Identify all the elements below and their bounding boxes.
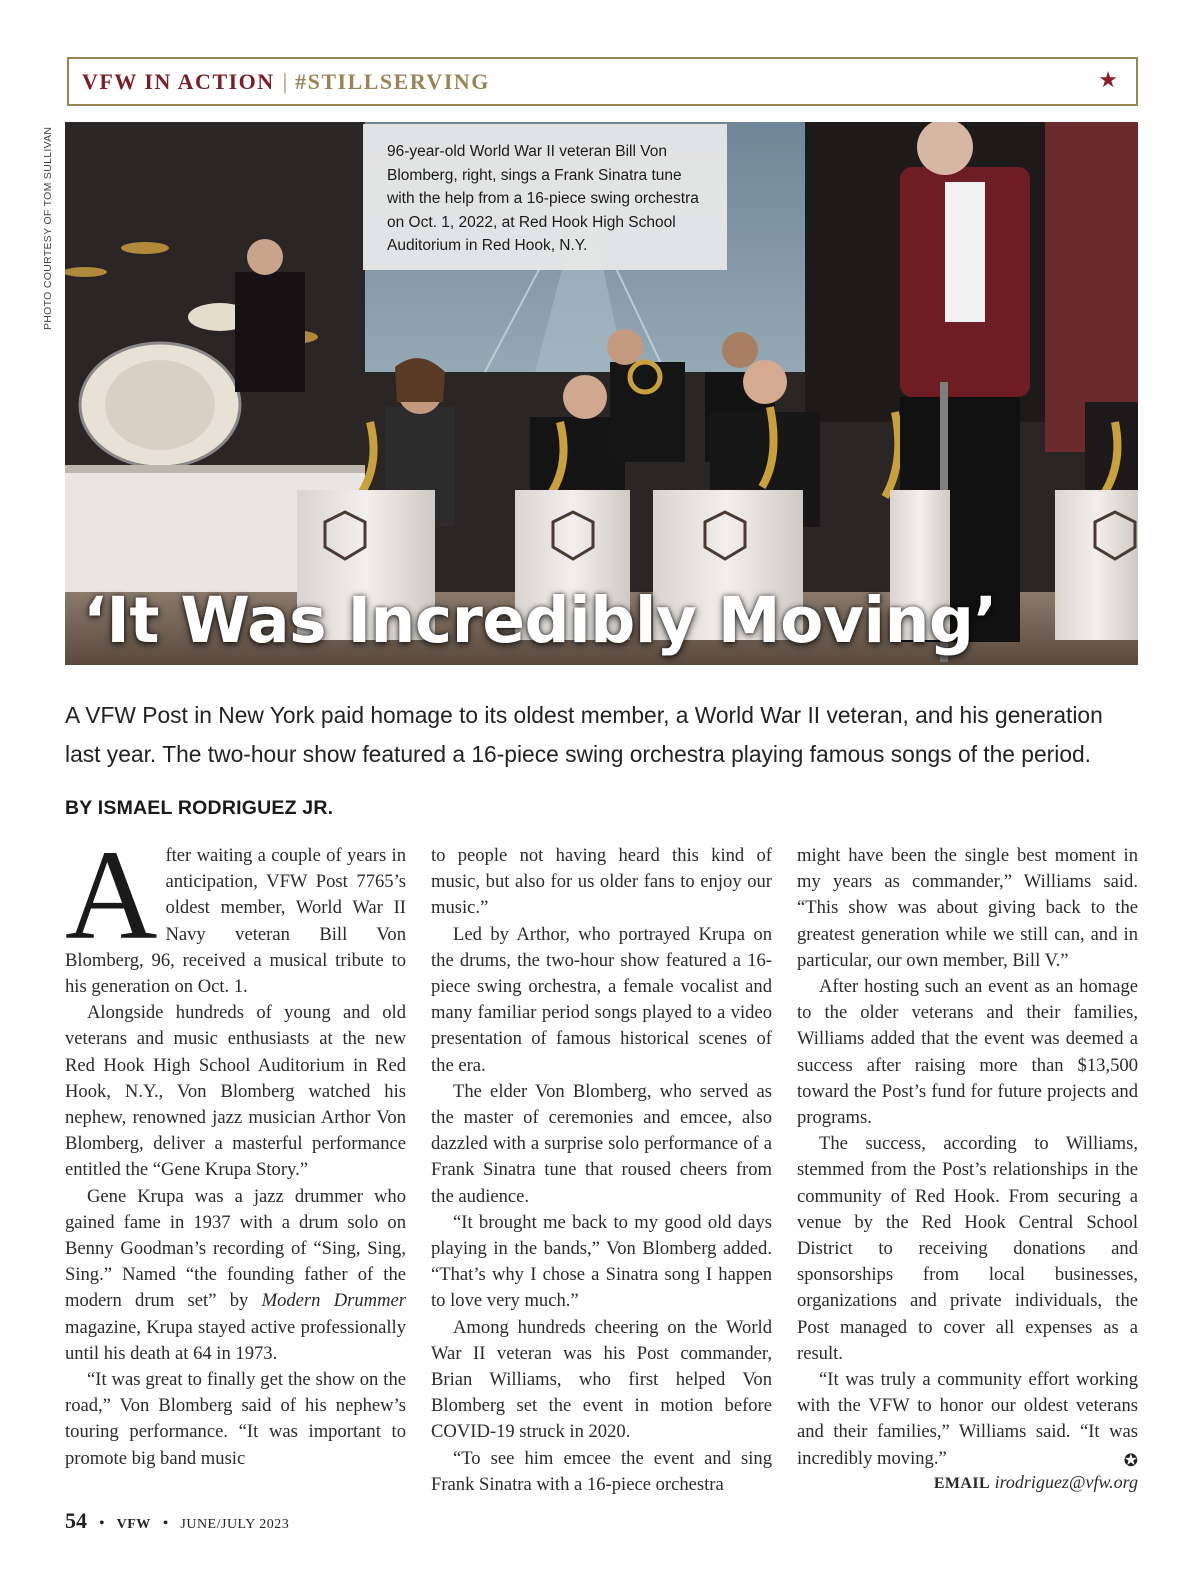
paragraph: Alongside hundreds of young and old veterans and music enthusiasts at the new Red Hook High School Auditorium in Red Hook, N.Y., Von Blomberg watched his nephew, renowned jazz musician Arthor Von Blomberg, deliver a masterful performance entitled the “Gene Krupa Story.” [65,1002,406,1181]
paragraph: “To see him emcee the event and sing Frank Sinatra with a 16-piece orchestra [431,1447,772,1495]
article-column-3 [797,843,1138,1474]
end-mark-icon: ✪ [1123,1450,1138,1471]
article-deck: A VFW Post in New York paid homage to its oldest member, a World War II veteran, and his generation last year. The two-hour show featured a 16-piece swing orchestra playing famous songs of the period. [65,702,1103,767]
magazine-name: VFW [116,1517,151,1532]
paragraph: to people not having heard this kind of music, but also for us older fans to enjoy our music.” [431,845,772,919]
paragraph: “It was truly a community effort working with the VFW to honor our oldest veterans and their families,” Williams said. “It was incredibly moving.” ✪ [797,1367,1138,1472]
page-number: 54 [65,1508,87,1533]
page-footer [65,1508,289,1534]
article-headline: ‘It Was Incredibly Moving’ [83,584,997,657]
article-column-1 [65,824,407,1472]
paragraph: “It brought me back to my good old days playing in the bands,” Von Blomberg added. “That’s why I chose a Sinatra song I happen to love very much.” [431,1211,772,1312]
drop-cap: A [65,824,158,966]
paragraph: Among hundreds cheering on the World War II veteran was his Post commander, Brian Williams, who first helped Von Blomberg set the event in motion before COVID-19 struck in 2020. [431,1316,772,1443]
paragraph: Gene Krupa was a jazz drummer who gained fame in 1937 with a drum solo on Benny Goodman’s recording of “Sing, Sing, Sing.” Named “the founding father of the modern drum set” by Modern Drummer magazine, Krupa stayed active professionally until his death at 64 in 1973. [65,1185,407,1364]
issue-date: JUNE/JULY 2023 [180,1517,290,1532]
hero-photo [65,122,1138,665]
star-icon: ★ [1098,68,1118,93]
footer-dot: • [162,1515,169,1532]
email-label: EMAIL [933,1475,991,1492]
author-email [797,1472,1138,1493]
footer-dot: • [99,1515,105,1532]
paragraph: After waiting a couple of years in anticipation, VFW Post 7765’s oldest member, World War II Navy veteran Bill Von Blomberg, 96, received a musical tribute to his generation on Oct. 1. [65,824,406,998]
email-link[interactable]: irodriguez@vfw.org [994,1472,1138,1492]
paragraph: might have been the single best moment in my years as commander,” Williams said. “This show was about giving back to the greatest generation while we still can, and in particular, our own member, Bill V.” [797,845,1138,971]
paragraph: The success, according to Williams, stemmed from the Post’s relationships in the community of Red Hook. From securing a venue by the Red Hook Central School District to receiving donations and sponsorships from local businesses, organizations and private individuals, the Post managed to cover all expenses as a result. [797,1133,1138,1364]
section-separator: | [282,68,288,94]
publication-title: Modern Drummer [261,1290,407,1312]
paragraph: After hosting such an event as an homage to the older veterans and their families, Williams added that the event was deemed a success after raising more than $13,500 toward the Post’s fund for future projects and programs. [797,976,1138,1129]
photo-credit: PHOTO COURTESY OF TOM SULLIVAN [42,126,54,330]
paragraph: Led by Arthor, who portrayed Krupa on the drums, the two-hour show featured a 16-piece swing orchestra, a female vocalist and many familiar period songs played to a video presentation of famous historical scenes of the era. [431,923,772,1076]
section-kicker: VFW IN ACTION [82,68,275,94]
photo-caption: 96-year-old World War II veteran Bill Von Blomberg, right, sings a Frank Sinatra tune with the help from a 16-piece swing orchestra on Oct. 1, 2022, at Red Hook High School Auditorium in Red Hook, N.Y. [363,124,727,270]
section-header [67,57,1138,106]
section-hashtag: #STILLSERVING [295,68,490,94]
paragraph: “It was great to finally get the show on the road,” Von Blomberg said of his nephew’s touring performance. “It was important to promote big band music [65,1369,406,1469]
article-column-2 [431,843,772,1498]
byline: BY ISMAEL RODRIGUEZ JR. [65,797,334,819]
paragraph: The elder Von Blomberg, who served as the master of ceremonies and emcee, also dazzled with a surprise solo performance of a Frank Sinatra tune that roused cheers from the audience. [431,1080,772,1207]
